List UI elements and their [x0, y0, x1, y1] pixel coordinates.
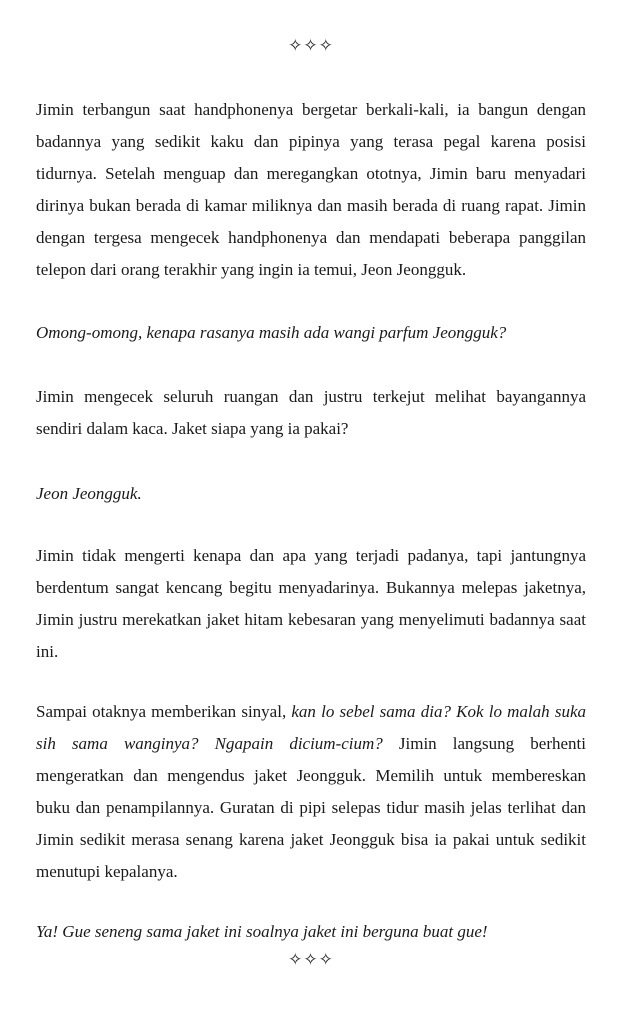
- paragraph-jimin-wakes-up: Jimin terbangun saat handphonenya bergetar berkali-kali, ia bangun dengan badannya yang sedikit kaku dan pipinya yang terasa pegal karena posisi tidurnya. Setelah menguap dan meregangkan ototnya, Jimin baru menyadari dirinya bukan berada di kamar miliknya dan masih berada di ruang rapat. Jimin dengan tergesa mengecek handphonenya dan mendapati beberapa panggilan telepon dari orang terakhir yang ingin ia temui, Jeon Jeongguk.: [36, 100, 586, 279]
- paragraph-checks-room: Jimin mengecek seluruh ruangan dan justru terkejut melihat bayangannya sendiri dalam kaca. Jaket siapa yang ia pakai?: [36, 387, 586, 438]
- bottom-ornament-stars-icon: ✧✧✧: [288, 950, 334, 969]
- paragraph-heart-pounding: Jimin tidak mengerti kenapa dan apa yang terjadi padanya, tapi jantungnya berdentum sangat kencang begitu menyadarinya. Bukannya melepas jaketnya, Jimin justru merekatkan jaket hitam kebesaran yang menyelimuti badannya saat ini.: [36, 546, 586, 661]
- paragraph-closing-thought: Ya! Gue seneng sama jaket ini soalnya jaket ini berguna buat gue!: [36, 922, 488, 941]
- paragraph-jacket-owner: Jeon Jeongguk.: [36, 484, 142, 503]
- paragraph-brain-signal-end: Jimin langsung berhenti mengeratkan dan mengendus jaket Jeongguk. Memilih untuk membereskan buku dan penampilannya. Guratan di pipi selepas tidur masih jelas terlihat dan Jimin sedikit merasa senang karena jaket Jeongguk bisa ia pakai untuk sedikit menutupi kepalanya.: [36, 734, 586, 881]
- paragraph-brain-signal-start: Sampai otaknya memberikan sinyal,: [36, 702, 292, 721]
- paragraph-thought-perfume: Omong-omong, kenapa rasanya masih ada wangi parfum Jeongguk?: [36, 323, 507, 342]
- paragraph-brain-signal: [36, 696, 586, 888]
- top-ornament-stars-icon: ✧✧✧: [288, 36, 334, 55]
- paragraph-brain-signal-thought: kan lo sebel sama dia? Kok lo malah suka sih sama wanginya? Ngapain dicium-cium?: [36, 702, 586, 753]
